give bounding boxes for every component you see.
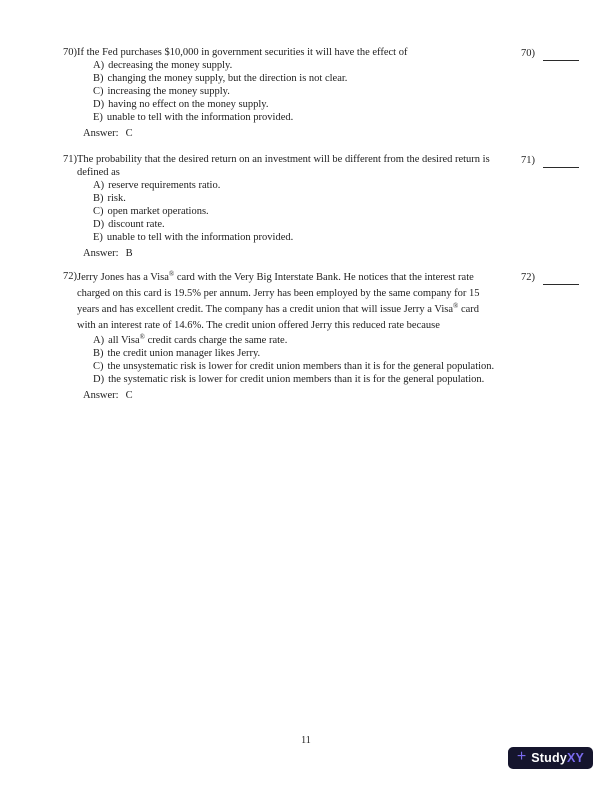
- answer-label: Answer:: [83, 128, 119, 139]
- question-text-line: The probability that the desired return on an investment will be different from the desired return is: [77, 154, 490, 165]
- answer-blank-71: [521, 154, 579, 168]
- option-text: open market operations.: [107, 206, 209, 217]
- option-row: [93, 205, 595, 218]
- option-letter: B): [93, 348, 104, 359]
- question-text-line: years and has excellent credit. The company has a credit union that will issue Jerry a Visa® card: [77, 302, 480, 315]
- option-row: [93, 231, 595, 244]
- option-letter: C): [93, 361, 104, 372]
- option-row: [93, 98, 595, 111]
- option-letter: C): [93, 206, 104, 217]
- question-text-line: defined as: [77, 167, 120, 178]
- option-letter: A): [93, 335, 105, 346]
- option-row: [93, 111, 595, 124]
- answer-label: Answer:: [83, 390, 119, 401]
- option-text: discount rate.: [108, 219, 165, 230]
- blank-underline: [543, 48, 579, 61]
- options-list: [93, 179, 595, 244]
- option-letter: B): [93, 193, 104, 204]
- option-letter: D): [93, 219, 105, 230]
- option-text: reserve requirements ratio.: [108, 180, 221, 191]
- option-letter: C): [93, 86, 104, 97]
- option-row: [93, 334, 595, 347]
- option-text: increasing the money supply.: [107, 86, 230, 97]
- option-row: [93, 347, 595, 360]
- question-text-line: with an interest rate of 14.6%. The credit union offered Jerry this reduced rate because: [77, 320, 440, 331]
- answer-label: Answer:: [83, 248, 119, 259]
- answer-row: [83, 247, 595, 260]
- option-row: [93, 192, 595, 205]
- option-letter: A): [93, 60, 105, 71]
- brand-name-accent: XY: [567, 751, 585, 765]
- blank-number: 72): [521, 272, 535, 283]
- answer-row: [83, 389, 595, 402]
- option-row: [93, 59, 595, 72]
- option-letter: E): [93, 112, 103, 123]
- option-text: the credit union manager likes Jerry.: [107, 348, 261, 359]
- question-number: 70): [63, 47, 77, 58]
- question-70: [63, 46, 595, 140]
- blank-number: 70): [521, 48, 535, 59]
- option-text: risk.: [107, 193, 126, 204]
- option-row: [93, 179, 595, 192]
- option-text: the unsystematic risk is lower for credit union members than it is for the general population.: [107, 361, 495, 372]
- option-text: having no effect on the money supply.: [108, 99, 269, 110]
- option-text: changing the money supply, but the direction is not clear.: [107, 73, 348, 84]
- answer-row: [83, 127, 595, 140]
- brand-name: [531, 751, 584, 765]
- question-72: [63, 270, 595, 402]
- answer-value: C: [125, 390, 133, 401]
- option-row: [93, 373, 595, 386]
- blank-underline: [543, 272, 579, 285]
- studyxy-logo-badge: [508, 747, 593, 769]
- option-letter: B): [93, 73, 104, 84]
- options-list: [93, 59, 595, 124]
- option-row: [93, 218, 595, 231]
- option-row: [93, 72, 595, 85]
- option-letter: D): [93, 99, 105, 110]
- option-text: decreasing the money supply.: [108, 60, 233, 71]
- page-number: 11: [301, 735, 311, 746]
- option-letter: E): [93, 232, 103, 243]
- question-number: 72): [63, 271, 77, 282]
- option-row: [93, 85, 595, 98]
- blank-underline: [543, 155, 579, 168]
- question-number: 71): [63, 154, 77, 165]
- blank-number: 71): [521, 155, 535, 166]
- questions-list: [63, 46, 595, 402]
- option-text: unable to tell with the information provided.: [106, 112, 294, 123]
- answer-blank-72: [521, 271, 579, 285]
- options-list: [93, 334, 595, 386]
- option-text: unable to tell with the information provided.: [106, 232, 294, 243]
- option-row: [93, 360, 595, 373]
- brand-name-primary: Study: [531, 751, 567, 765]
- answer-value: B: [125, 248, 133, 259]
- option-letter: D): [93, 374, 105, 385]
- option-text: the systematic risk is lower for credit union members than it is for the general population.: [108, 374, 485, 385]
- question-text-line: Jerry Jones has a Visa® card with the Very Big Interstate Bank. He notices that the interest rate: [77, 270, 474, 283]
- question-71: [63, 153, 595, 260]
- option-text: all Visa® credit cards charge the same rate.: [108, 333, 288, 346]
- answer-value: C: [125, 128, 133, 139]
- question-text-line: charged on this card is 19.5% per annum. Jerry has been employed by the same company for 15: [77, 288, 480, 299]
- option-letter: A): [93, 180, 105, 191]
- answer-blank-70: [521, 47, 579, 61]
- plus-icon: +: [516, 748, 527, 765]
- question-text-line: If the Fed purchases $10,000 in government securities it will have the effect of: [77, 47, 408, 58]
